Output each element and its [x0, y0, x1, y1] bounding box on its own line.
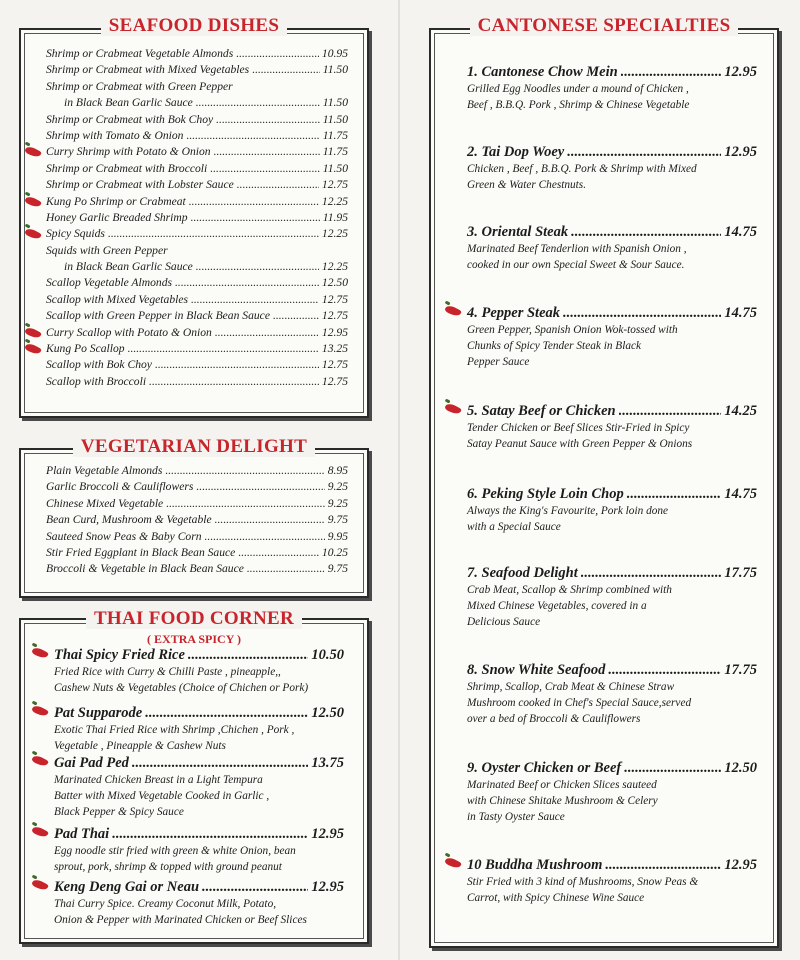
menu-item-price: 12.25 [321, 260, 348, 274]
dish-description [467, 874, 757, 906]
dish-description [467, 582, 757, 630]
dish-description-line: Green & Water Chestnuts. [467, 179, 587, 191]
dish-description-line: Beef , B.B.Q. Pork , Shrimp & Chinese Vegetable [467, 99, 690, 111]
vegetarian-section [19, 436, 369, 598]
dish-description-line: Satay Peanut Sauce with Green Pepper & Onions [467, 438, 693, 450]
seafood-section [19, 15, 369, 418]
menu-item [46, 292, 348, 308]
dish-heading [467, 856, 757, 874]
dish-item [467, 402, 757, 452]
dish-description-line: Exotic Thai Fried Rice with Shrimp ,Chichen , Pork , [54, 724, 295, 736]
page-fold [398, 0, 400, 960]
menu-item-name: Scallop Vegetable Almonds [46, 276, 173, 290]
dish-name: 9. Oyster Chicken or Beef [467, 760, 622, 776]
menu-item [46, 479, 348, 495]
dish-name: Pat Supparode [54, 705, 143, 721]
dish-item [467, 759, 757, 825]
dish-item [54, 754, 344, 820]
leader-dots [247, 561, 325, 577]
dish-item [54, 825, 344, 875]
menu-item-name: Broccoli & Vegetable in Black Bean Sauce [46, 562, 244, 576]
menu-item-price: 9.75 [327, 513, 348, 527]
dish-item [467, 564, 757, 630]
dish-item [54, 646, 344, 696]
leader-dots [166, 496, 325, 512]
dish-heading [467, 485, 757, 503]
dish-description-line: Delicious Sauce [467, 616, 541, 628]
dish-heading [54, 825, 344, 843]
menu-item-name: Curry Shrimp with Potato & Onion [46, 145, 211, 159]
dish-description-line: Marinated Beef Tenderlion with Spanish Onion , [467, 243, 687, 255]
leader-dots [571, 223, 721, 241]
dish-description-line: Stir Fried with 3 kind of Mushrooms, Snow Peas & [467, 876, 699, 888]
menu-item [46, 95, 348, 111]
dish-description [467, 679, 757, 727]
dish-description-line: Batter with Mixed Vegetable Cooked in Garlic , [54, 790, 270, 802]
leader-dots [567, 143, 721, 161]
menu-item [46, 226, 348, 242]
dish-name: Keng Deng Gai or Neau [54, 879, 200, 895]
dish-description-line: Mushroom cooked in Chef's Special Sauce,served [467, 697, 692, 709]
dish-description-line: Tender Chicken or Beef Slices Stir-Fried in Spicy [467, 422, 690, 434]
leader-dots [215, 325, 319, 341]
leader-dots [214, 144, 320, 160]
leader-dots [238, 545, 319, 561]
menu-item-name: Spicy Squids [46, 227, 105, 241]
menu-item-price: 10.25 [321, 545, 348, 559]
leader-dots [619, 402, 722, 420]
leader-dots [237, 177, 319, 193]
menu-item-name: Squids with Green Pepper [46, 243, 168, 257]
thai-subtitle: ( EXTRA SPICY ) [147, 632, 241, 646]
dish-description-line: Always the King's Favourite, Pork loin done [467, 505, 669, 517]
dish-price: 12.50 [724, 760, 757, 776]
menu-item [46, 46, 348, 62]
dish-description-line: Mixed Chinese Vegetables, covered in a [467, 600, 647, 612]
dish-description-line: sprout, pork, shrimp & topped with ground peanut [54, 861, 282, 873]
menu-item-price: 12.75 [321, 358, 348, 372]
dish-description [54, 664, 344, 696]
menu-item [46, 561, 348, 577]
menu-item-name: Scallop with Green Pepper in Black Bean Sauce [46, 309, 270, 323]
leader-dots [205, 529, 325, 545]
menu-item-name: in Black Bean Garlic Sauce [64, 96, 193, 110]
menu-item [46, 308, 348, 324]
dish-description-line: with Chinese Shitake Mushroom & Celery [467, 795, 658, 807]
menu-item-price: 11.75 [322, 128, 348, 142]
leader-dots [273, 308, 319, 324]
seafood-list [46, 46, 348, 390]
leader-dots [155, 357, 319, 373]
dish-description-line: with a Special Sauce [467, 521, 561, 533]
dish-name: 3. Oriental Steak [467, 224, 569, 240]
dish-name: 6. Peking Style Loin Chop [467, 486, 624, 502]
dish-description-line: Marinated Beef or Chicken Slices sauteed [467, 779, 657, 791]
leader-dots [165, 463, 324, 479]
leader-dots [175, 275, 319, 291]
menu-item-price: 12.75 [321, 374, 348, 388]
menu-item [46, 341, 348, 357]
thai-section [19, 608, 369, 944]
menu-item-name: Shrimp or Crabmeat with Bok Choy [46, 112, 214, 126]
menu-item-name: Garlic Broccoli & Cauliflowers [46, 480, 194, 494]
dish-item [467, 304, 757, 370]
leader-dots [132, 754, 308, 772]
dish-name: 8. Snow White Seafood [467, 662, 606, 678]
menu-item [46, 210, 348, 226]
cantonese-section [429, 15, 779, 948]
dish-description-line: Marinated Chicken Breast in a Light Tempura [54, 774, 263, 786]
dish-description-line: Chicken , Beef , B.B.Q. Pork & Shrimp with Mixed [467, 163, 697, 175]
dish-description [467, 777, 757, 825]
dish-heading [467, 223, 757, 241]
dish-item [467, 661, 757, 727]
menu-item [46, 325, 348, 341]
menu-item-price: 12.75 [321, 292, 348, 306]
dish-item [467, 856, 757, 906]
menu-item-name: in Black Bean Garlic Sauce [64, 260, 193, 274]
menu-item-name: Shrimp or Crabmeat with Lobster Sauce [46, 178, 234, 192]
leader-dots [108, 226, 319, 242]
dish-item [467, 143, 757, 193]
dish-heading [54, 646, 344, 664]
menu-item-name: Scallop with Mixed Vegetables [46, 292, 188, 306]
menu-item-name: Honey Garlic Breaded Shrimp [46, 210, 188, 224]
dish-description [54, 896, 344, 928]
cantonese-title: CANTONESE SPECIALTIES [470, 15, 739, 36]
dish-price: 14.75 [724, 305, 757, 321]
dish-heading [54, 754, 344, 772]
dish-name: Thai Spicy Fried Rice [54, 647, 185, 663]
leader-dots [621, 63, 722, 81]
dish-item [467, 485, 757, 535]
leader-dots [236, 46, 319, 62]
leader-dots [605, 856, 721, 874]
seafood-title: SEAFOOD DISHES [101, 15, 288, 36]
dish-price: 17.75 [724, 662, 757, 678]
leader-dots [624, 759, 721, 777]
dish-description-line: Fried Rice with Curry & Chilli Paste , pineapple,, [54, 666, 281, 678]
dish-price: 12.95 [724, 64, 757, 80]
dish-price: 13.75 [311, 755, 344, 771]
menu-item-price: 12.25 [321, 194, 348, 208]
menu-item-price: 8.95 [327, 464, 348, 477]
dish-name: Gai Pad Ped [54, 755, 129, 771]
dish-description-line: over a bed of Broccoli & Cauliflowers [467, 713, 641, 725]
dish-price: 12.50 [311, 705, 344, 721]
dish-name: 10 Buddha Mushroom [467, 857, 603, 873]
dish-heading [467, 143, 757, 161]
menu-item-price: 11.95 [322, 210, 348, 224]
dish-description-line: Cashew Nuts & Vegetables (Choice of Chichen or Pork) [54, 682, 309, 694]
dish-name: 7. Seafood Delight [467, 565, 578, 581]
leader-dots [186, 128, 319, 144]
leader-dots [581, 564, 722, 582]
menu-item-name: Scallop with Bok Choy [46, 358, 152, 372]
dish-heading [467, 564, 757, 582]
menu-item-name: Shrimp with Tomato & Onion [46, 128, 184, 142]
dish-description [467, 420, 757, 452]
menu-item [46, 259, 348, 275]
dish-description [54, 722, 344, 754]
dish-description-line: Egg noodle stir fried with green & white Onion, bean [54, 845, 296, 857]
dish-description-line: Chunks of Spicy Tender Steak in Black [467, 340, 642, 352]
leader-dots [112, 825, 308, 843]
dish-item [467, 63, 757, 113]
menu-item-name: Kung Po Shrimp or Crabmeat [46, 194, 186, 208]
menu-item [46, 128, 348, 144]
dish-price: 14.75 [724, 224, 757, 240]
dish-description [467, 81, 757, 113]
menu-item [46, 79, 348, 95]
menu-item-name: Shrimp or Crabmeat with Green Pepper [46, 79, 233, 93]
menu-item-price: 9.95 [327, 529, 348, 543]
dish-description-line: Black Pepper & Spicy Sauce [54, 806, 184, 818]
menu-item [46, 243, 348, 259]
menu-item-name: Scallop with Broccoli [46, 374, 147, 388]
leader-dots [216, 112, 320, 128]
dish-description [467, 161, 757, 193]
leader-dots [128, 341, 319, 357]
menu-item-name: Chinese Mixed Vegetable [46, 496, 164, 510]
menu-item-name: Curry Scallop with Potato & Onion [46, 325, 212, 339]
dish-description-line: Thai Curry Spice. Creamy Coconut Milk, Potato, [54, 898, 277, 910]
menu-item-name: Kung Po Scallop [46, 342, 125, 356]
leader-dots [196, 479, 324, 495]
leader-dots [210, 161, 320, 177]
leader-dots [149, 374, 319, 390]
menu-item-price: 9.25 [327, 496, 348, 510]
menu-item [46, 374, 348, 390]
leader-dots [608, 661, 721, 679]
dish-price: 17.75 [724, 565, 757, 581]
dish-price: 12.95 [724, 144, 757, 160]
dish-price: 12.95 [311, 879, 344, 895]
menu-item-price: 11.50 [322, 161, 348, 175]
dish-description-line: Shrimp, Scallop, Crab Meat & Chinese Straw [467, 681, 675, 693]
menu-item-price: 10.95 [321, 47, 348, 60]
dish-name: Pad Thai [54, 826, 110, 842]
leader-dots [191, 292, 319, 308]
menu-item [46, 463, 348, 479]
menu-item-name: Shrimp or Crabmeat Vegetable Almonds [46, 47, 234, 60]
menu-item [46, 161, 348, 177]
dish-price: 12.95 [311, 826, 344, 842]
menu-item [46, 62, 348, 78]
menu-item-price: 9.25 [327, 480, 348, 494]
menu-item-price: 13.25 [321, 342, 348, 356]
dish-heading [54, 878, 344, 896]
leader-dots [196, 95, 320, 111]
menu-item-price: 11.50 [322, 96, 348, 110]
menu-item [46, 144, 348, 160]
dish-description-line: Vegetable , Pineapple & Cashew Nuts [54, 740, 226, 752]
menu-item [46, 529, 348, 545]
menu-item-price: 9.75 [327, 562, 348, 576]
menu-item-price: 12.25 [321, 227, 348, 241]
menu-item [46, 112, 348, 128]
dish-price: 14.75 [724, 486, 757, 502]
menu-item-name: Stir Fried Eggplant in Black Bean Sauce [46, 545, 236, 559]
dish-name: 5. Satay Beef or Chicken [467, 403, 616, 419]
dish-description-line: Onion & Pepper with Marinated Chicken or Beef Slices [54, 914, 307, 926]
dish-name: 2. Tai Dop Woey [467, 144, 565, 160]
menu-item-price: 11.50 [322, 112, 348, 126]
menu-item-price: 12.95 [321, 325, 348, 339]
dish-description-line: Carrot, with Spicy Chinese Wine Sauce [467, 892, 645, 904]
leader-dots [188, 646, 308, 664]
dish-heading [54, 704, 344, 722]
dish-description [467, 241, 757, 273]
dish-description-line: Crab Meat, Scallop & Shrimp combined with [467, 584, 672, 596]
vegetarian-title: VEGETARIAN DELIGHT [73, 436, 315, 457]
menu-item [46, 545, 348, 561]
dish-item [467, 223, 757, 273]
dish-price: 14.25 [724, 403, 757, 419]
dish-heading [467, 661, 757, 679]
leader-dots [563, 304, 721, 322]
vegetarian-list [46, 463, 348, 578]
dish-description [467, 322, 757, 370]
dish-price: 12.95 [724, 857, 757, 873]
dish-item [54, 878, 344, 928]
dish-description [467, 503, 757, 535]
menu-item-name: Plain Vegetable Almonds [46, 464, 163, 477]
menu-item-name: Bean Curd, Mushroom & Vegetable [46, 513, 212, 527]
menu-item-price: 12.75 [321, 309, 348, 323]
menu-item-price: 11.50 [322, 63, 348, 77]
dish-description [54, 772, 344, 820]
dish-description-line: in Tasty Oyster Sauce [467, 811, 565, 823]
menu-item [46, 512, 348, 528]
dish-heading [467, 63, 757, 81]
dish-heading [467, 402, 757, 420]
dish-heading [467, 759, 757, 777]
menu-item-name: Sauteed Snow Peas & Baby Corn [46, 529, 202, 543]
dish-name: 1. Cantonese Chow Mein [467, 64, 618, 80]
leader-dots [252, 62, 320, 78]
dish-heading [467, 304, 757, 322]
menu-item [46, 275, 348, 291]
leader-dots [191, 210, 320, 226]
menu-item [46, 496, 348, 512]
leader-dots [145, 704, 308, 722]
menu-item-price: 12.50 [321, 276, 348, 290]
dish-item [54, 704, 344, 754]
dish-name: 4. Pepper Steak [467, 305, 561, 321]
menu-item [46, 194, 348, 210]
dish-description-line: Grilled Egg Noodles under a mound of Chicken , [467, 83, 689, 95]
dish-description-line: Pepper Sauce [467, 356, 530, 368]
leader-dots [202, 878, 308, 896]
leader-dots [627, 485, 722, 503]
leader-dots [189, 194, 319, 210]
menu-item-price: 12.75 [321, 178, 348, 192]
dish-description-line: Green Pepper, Spanish Onion Wok-tossed with [467, 324, 678, 336]
menu-item [46, 357, 348, 373]
menu-item-price: 11.75 [322, 145, 348, 159]
dish-price: 10.50 [311, 647, 344, 663]
dish-description [54, 843, 344, 875]
leader-dots [215, 512, 325, 528]
dish-description-line: cooked in our own Special Sweet & Sour Sauce. [467, 259, 685, 271]
menu-item-name: Shrimp or Crabmeat with Mixed Vegetables [46, 63, 250, 77]
thai-title: THAI FOOD CORNER [86, 608, 302, 629]
menu-item-name: Shrimp or Crabmeat with Broccoli [46, 161, 208, 175]
menu-item [46, 177, 348, 193]
leader-dots [196, 259, 319, 275]
